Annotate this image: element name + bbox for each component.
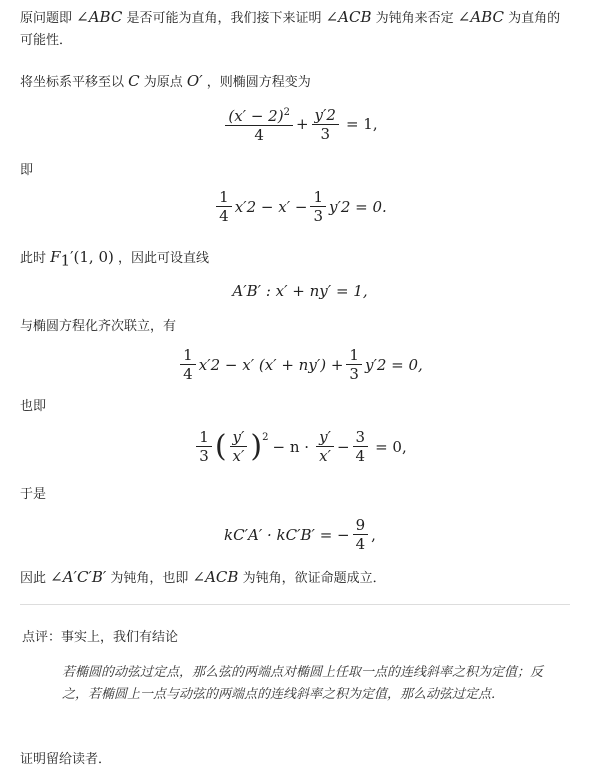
- text: ，则椭圆方程变为: [202, 75, 311, 90]
- text: 为钝角，欲证命题成立．: [238, 571, 386, 586]
- numerator: 1: [180, 346, 196, 365]
- fraction: [225, 104, 293, 144]
- conclusion-quote: 若椭圆的动弦过定点，那么弦的两端点对椭圆上任取一点的连线斜率之积为定值；反之，若椭圆上一点与动弦的两端点的连线斜率之积为定值，那么动弦过定点．: [62, 665, 544, 702]
- numerator: 1: [310, 188, 326, 207]
- text: 因此: [20, 571, 51, 586]
- denominator: x′: [319, 447, 331, 465]
- fraction: [353, 516, 369, 553]
- denominator: x′: [232, 447, 245, 465]
- denominator: 4: [355, 535, 366, 553]
- text: 为钝角，也即: [106, 571, 193, 586]
- operator: +: [295, 115, 309, 133]
- punctuation: ,: [371, 525, 376, 544]
- numerator: 9: [353, 516, 369, 535]
- equation-ellipse: [0, 104, 600, 144]
- operator: −: [336, 437, 350, 456]
- fraction: [312, 106, 339, 143]
- denominator: 3: [313, 207, 323, 225]
- equation-expanded: [0, 188, 600, 225]
- text: 是否可能为直角，我们接下来证明: [122, 11, 326, 26]
- operator: − n ·: [272, 437, 310, 456]
- equation-slope-product: [0, 516, 600, 553]
- math-angle: ∠A′C′B′: [50, 568, 107, 586]
- text: 此时: [20, 251, 51, 266]
- numerator: y′: [230, 428, 248, 447]
- math-point: ′(1, 0): [70, 248, 114, 266]
- rhs: = 0,: [375, 437, 407, 456]
- rhs: = 1,: [345, 115, 378, 133]
- line-equation: A′B′ : x′ + ny′ = 1,: [232, 282, 368, 300]
- numerator: 1: [216, 188, 232, 207]
- paragraph-homogeneous: 与椭圆方程化齐次联立，有: [20, 319, 177, 334]
- math-angle: ∠ACB: [325, 8, 372, 26]
- math-symbol: C: [128, 72, 140, 90]
- fraction: [230, 428, 248, 465]
- fraction: [310, 188, 326, 225]
- fraction: [180, 346, 196, 383]
- term: x′2 − x′ (x′ + ny′) +: [198, 355, 344, 374]
- exponent: 2: [283, 107, 290, 118]
- numerator: 1: [346, 346, 362, 365]
- paragraph-yeji: 也即: [20, 399, 47, 414]
- paragraph-conclusion: [20, 566, 580, 590]
- text: ，因此可设直线: [113, 251, 209, 266]
- numerator: 3: [353, 428, 369, 447]
- denominator: 4: [183, 365, 193, 383]
- paragraph-focus: [20, 246, 580, 272]
- text: 为直角的: [503, 11, 561, 26]
- math-angle: ∠ABC: [76, 8, 123, 26]
- denominator: 4: [355, 447, 366, 465]
- numerator: (x′ − 2): [228, 107, 284, 125]
- text: 为钝角来否定: [371, 11, 458, 26]
- term: kC′A′ · kC′B′ = −: [224, 525, 350, 544]
- denominator: 3: [199, 447, 209, 465]
- math-symbol: O′: [186, 72, 203, 90]
- comment-heading: 点评：事实上，我们有结论: [22, 630, 179, 645]
- fraction: [346, 346, 362, 383]
- numerator: y′2: [314, 105, 336, 124]
- paragraph-ji: 即: [20, 163, 34, 178]
- right-paren: ): [250, 428, 263, 464]
- term: x′2 − x′ −: [234, 197, 308, 216]
- equation-ratio: [0, 428, 600, 465]
- fraction: [216, 188, 232, 225]
- term: y′2 = 0,: [364, 355, 423, 374]
- math-angle: ∠ACB: [192, 568, 239, 586]
- fraction: [353, 428, 369, 465]
- paragraph-translate: [20, 70, 580, 94]
- denominator: 3: [349, 365, 359, 383]
- equation-line: [0, 282, 600, 300]
- text: 可能性．: [20, 33, 73, 48]
- paragraph-intro: [20, 6, 580, 52]
- fraction: [316, 428, 334, 465]
- numerator: y′: [316, 428, 334, 447]
- math-symbol: F: [50, 248, 61, 266]
- denominator: 3: [320, 124, 331, 143]
- text: 原问题即: [20, 11, 77, 26]
- math-angle: ∠ABC: [457, 8, 504, 26]
- closing-text: 证明留给读者．: [20, 752, 112, 767]
- text: 将坐标系平移至以: [20, 75, 129, 90]
- fraction: [196, 428, 212, 465]
- left-paren: (: [214, 428, 227, 464]
- paragraph-yushi: 于是: [20, 487, 47, 502]
- numerator: 1: [196, 428, 212, 447]
- equation-homogeneous: [0, 346, 600, 383]
- term: y′2 = 0.: [328, 197, 387, 216]
- subscript: 1: [60, 251, 71, 270]
- exponent: 2: [262, 432, 269, 443]
- divider: [20, 604, 570, 605]
- denominator: 4: [219, 207, 229, 225]
- text: 为原点: [139, 75, 187, 90]
- denominator: 4: [254, 126, 264, 144]
